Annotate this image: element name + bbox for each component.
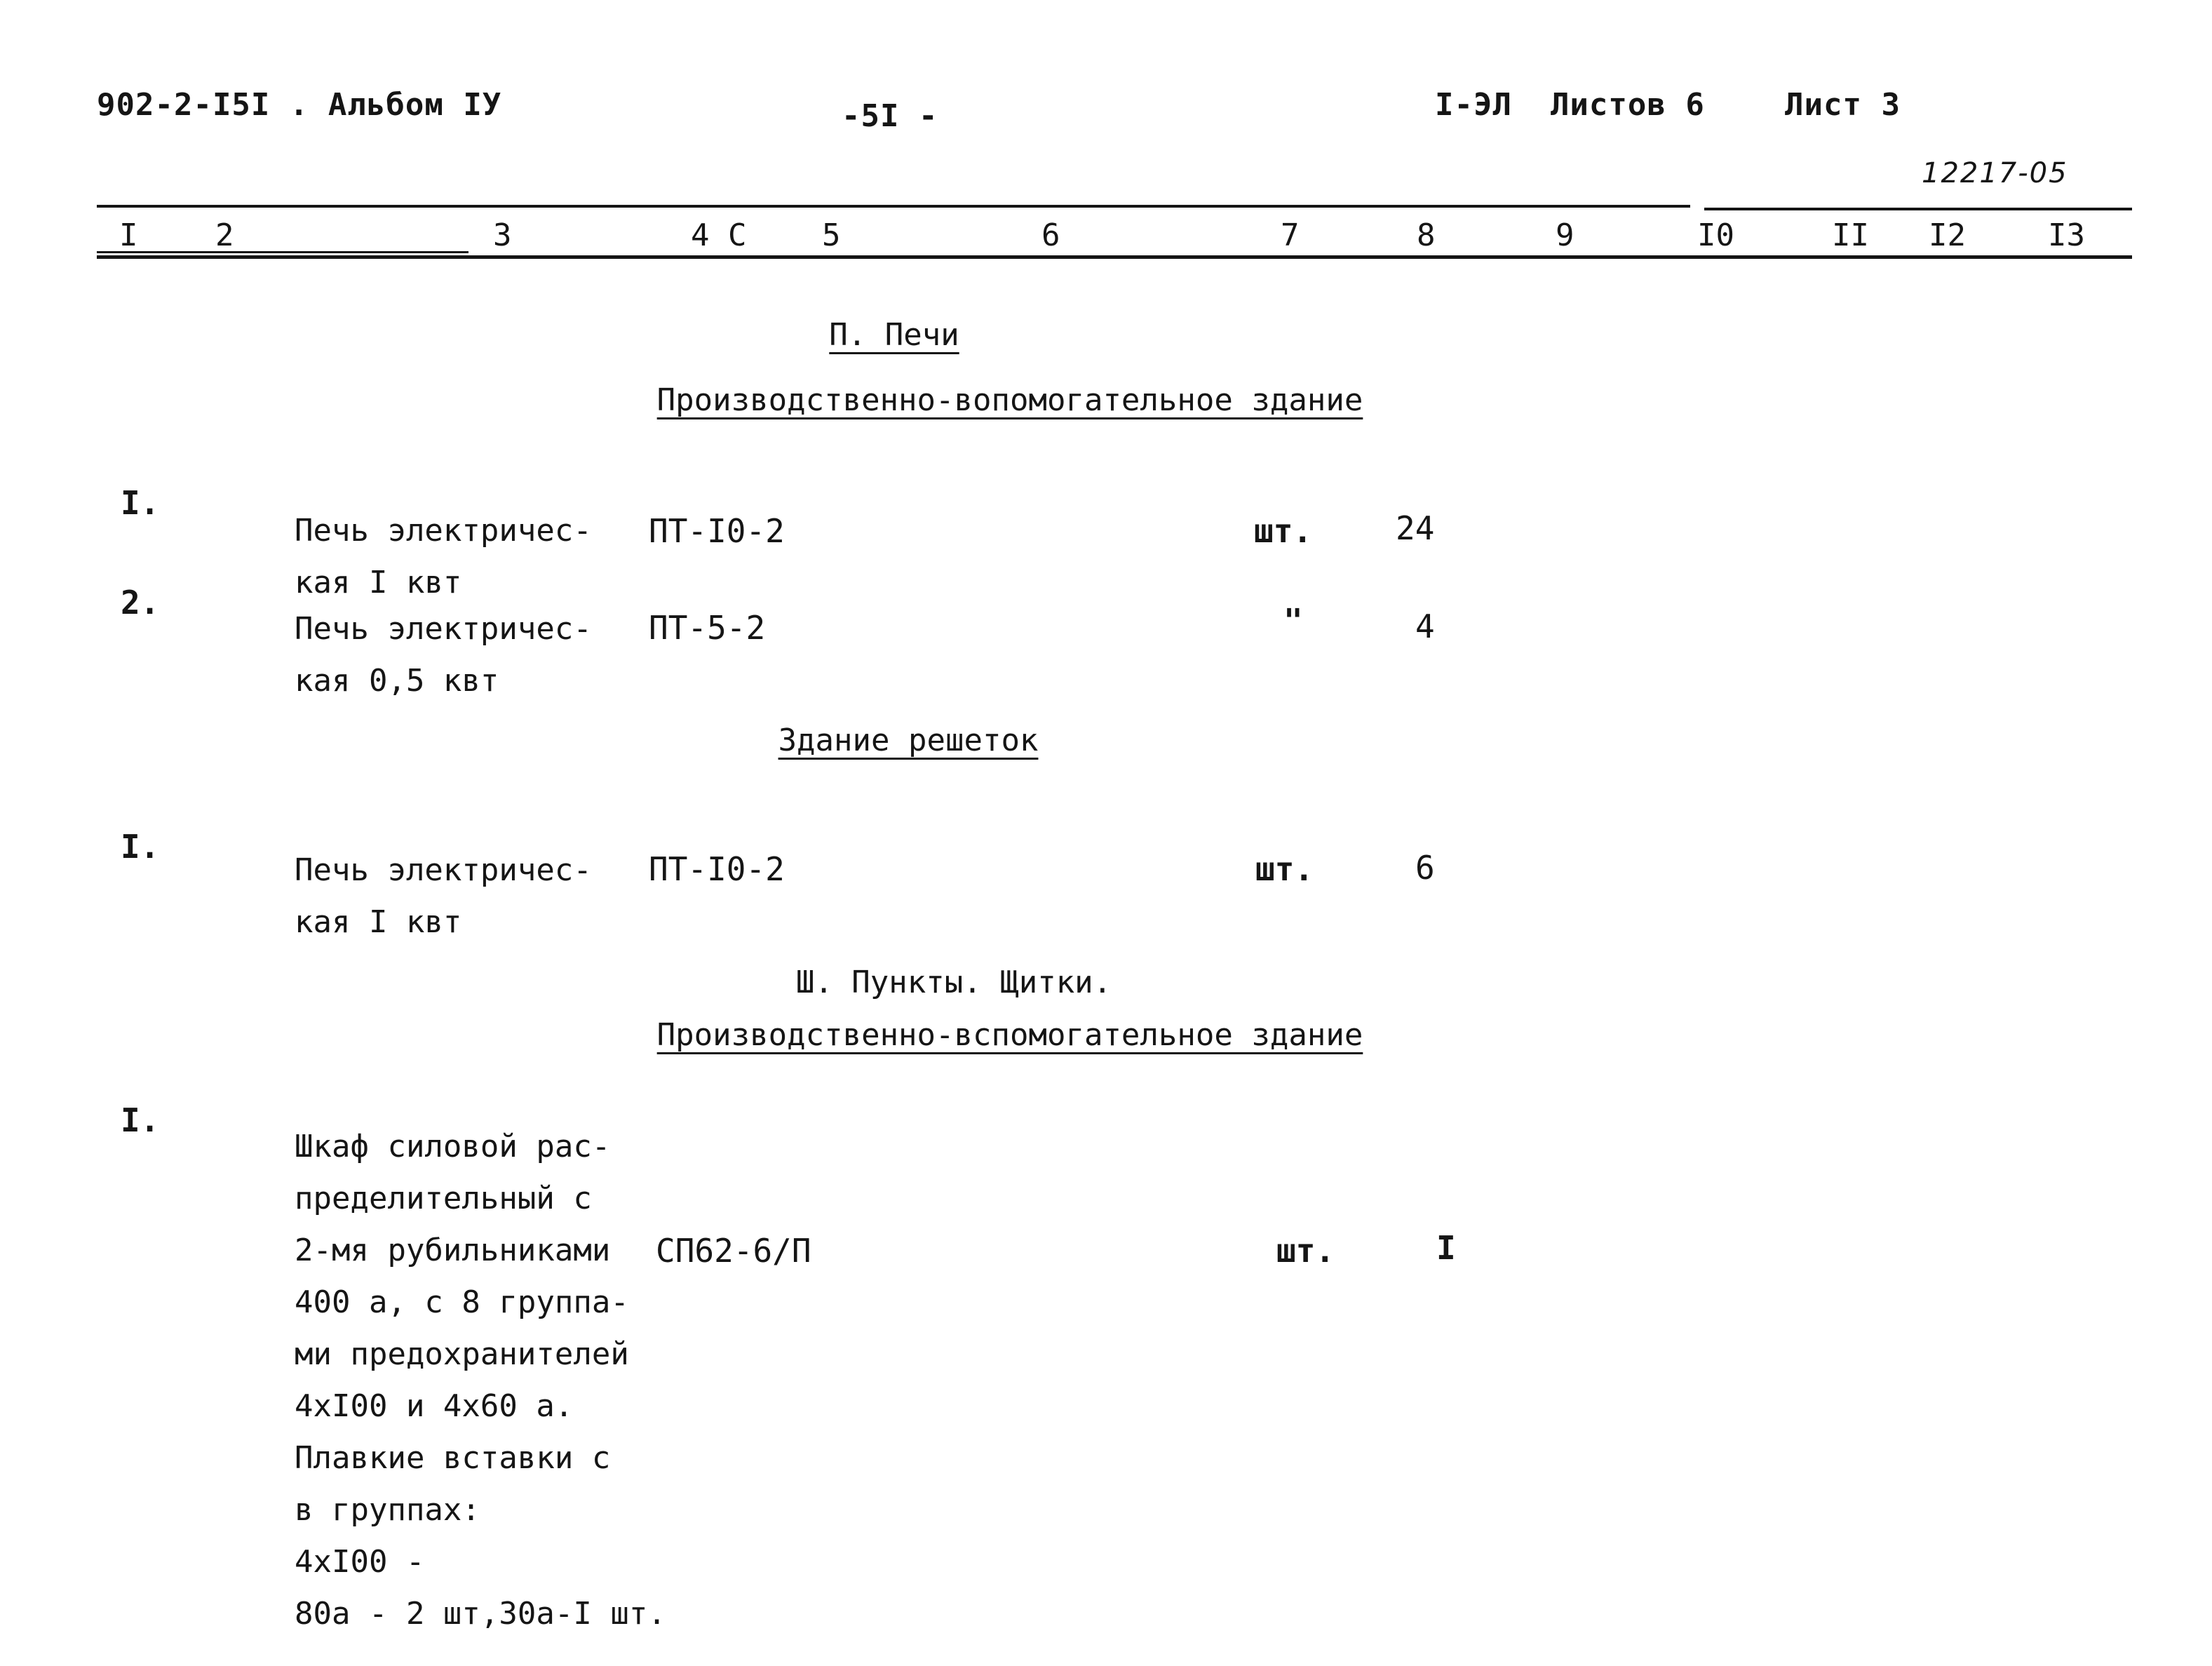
- item-name-line: 4хI00 и 4х60 а.: [295, 1388, 574, 1424]
- item-name-line: в группах:: [295, 1491, 480, 1528]
- sheet-info: I-ЭЛ Листов 6: [1435, 87, 1705, 123]
- column-number-1: I: [119, 217, 138, 253]
- column-number-5: 5: [822, 217, 841, 253]
- item-unit: ": [1283, 602, 1303, 640]
- column-number-13: I3: [2048, 217, 2085, 253]
- section-subtitle-stoves: Производственно-вопомогательное здание: [656, 382, 1363, 418]
- item-name-line: 80а - 2 шт,30а-I шт.: [295, 1595, 666, 1632]
- column-number-underline: [97, 251, 468, 253]
- item-name: [295, 586, 592, 725]
- item-name-line: кая I квт: [295, 904, 462, 941]
- section-title-grate-building: Здание решеток: [778, 723, 1039, 758]
- column-number-12: I2: [1929, 217, 1966, 253]
- column-number-2: 2: [215, 217, 234, 253]
- item-quantity: 24: [1396, 509, 1435, 547]
- item-name-line: Печь электричес-: [295, 852, 592, 889]
- item-name-line: 2-мя рубильниками: [295, 1232, 611, 1269]
- column-number-3: 3: [493, 217, 512, 253]
- column-number-8: 8: [1417, 217, 1436, 253]
- item-code: ПТ-I0-2: [649, 850, 785, 888]
- column-number-9: 9: [1556, 217, 1574, 253]
- item-name-line: пределительный с: [295, 1181, 592, 1217]
- item-code: ПТ-I0-2: [649, 512, 785, 550]
- section-title-stoves: П. Печи: [829, 317, 959, 353]
- item-name-line: 400 а, с 8 группа-: [295, 1284, 629, 1321]
- item-quantity: 6: [1415, 849, 1435, 887]
- item-name-line: Печь электричес-: [295, 513, 592, 549]
- column-number-6: 6: [1041, 217, 1060, 253]
- item-name-line: ми предохранителей: [295, 1336, 629, 1372]
- handwritten-number: 12217-05: [1922, 157, 2068, 189]
- row-number: I.: [121, 1101, 160, 1139]
- item-code: СП62-6/П: [656, 1232, 811, 1270]
- item-name-line: кая I квт: [295, 565, 462, 601]
- item-name: [295, 828, 592, 966]
- item-name-line: 4хI00 -: [295, 1543, 425, 1580]
- section-title-points-panels: Ш. Пункты. Щитки.: [795, 965, 1112, 1000]
- section-subtitle-points-panels: Производственно-вспомогательное здание: [656, 1017, 1363, 1053]
- column-number-7: 7: [1281, 217, 1300, 253]
- item-name-line: кая 0,5 квт: [295, 663, 499, 699]
- row-number: I.: [121, 828, 160, 866]
- item-name: [295, 1104, 666, 1658]
- header-top-rule-right: [1704, 208, 2132, 210]
- item-name-line: Плавкие вставки с: [295, 1439, 611, 1476]
- row-number: I.: [121, 484, 160, 522]
- sheet-number: Лист 3: [1785, 87, 1901, 123]
- header-bottom-rule: [97, 255, 2132, 259]
- column-number-10: I0: [1697, 217, 1734, 253]
- item-name-line: Печь электричес-: [295, 611, 592, 647]
- row-number: 2.: [121, 584, 160, 622]
- item-unit: шт.: [1276, 1232, 1335, 1270]
- column-number-11: II: [1832, 217, 1869, 253]
- column-number-4: 4 С: [691, 217, 747, 253]
- item-name-line: Шкаф силовой рас-: [295, 1129, 611, 1165]
- item-quantity: I: [1436, 1229, 1456, 1267]
- page-number: -5I -: [842, 98, 938, 134]
- document-code: 902-2-I5I . Альбом IУ: [97, 87, 502, 123]
- item-unit: шт.: [1255, 850, 1314, 888]
- item-unit: шт.: [1254, 512, 1313, 550]
- header-top-rule-left: [97, 205, 1690, 208]
- item-quantity: 4: [1415, 607, 1435, 645]
- item-code: ПТ-5-2: [649, 609, 766, 647]
